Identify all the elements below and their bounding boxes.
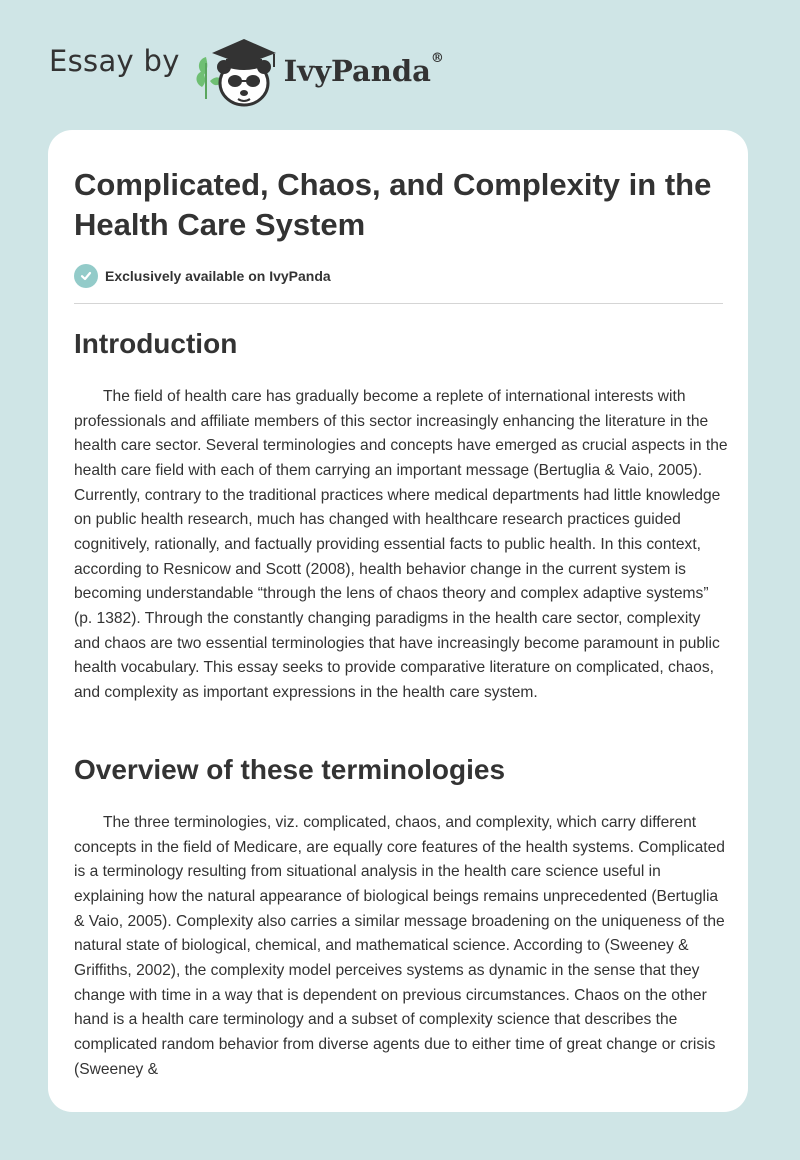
article-title: Complicated, Chaos, and Complexity in the Health Care System <box>74 167 712 242</box>
brand-text: IvyPanda <box>283 54 431 88</box>
exclusive-label: Exclusively available on IvyPanda <box>105 268 331 284</box>
divider <box>74 303 723 304</box>
check-icon <box>74 264 98 288</box>
essay-by-label: Essay by <box>49 44 180 78</box>
exclusive-badge <box>74 264 331 288</box>
paragraph-introduction: The field of health care has gradually become a replete of international interests with professionals and affiliate members of this sector increasingly enhancing the literature in the health care sector. Several terminologies and concepts have emerged as crucial aspects in the health care field with each of them carrying an important message (Bertuglia & Vaio, 2005). Currently, contrary to the traditional practices where medical departments had little knowledge on public health research, much has changed with healthcare research practices guided cognitively, rationally, and factually providing essential facts to public health. In this context, according to Resnicow and Scott (2008), health behavior change in the current system is becoming understandable “through the lens of chaos theory and complex adaptive systems” (p. 1382). Through the constantly changing paradigms in the health care sector, complexity and chaos are two essential terminologies that have increasingly become paramount in public health vocabulary. This essay seeks to provide comparative literature on complicated, chaos, and complexity as important expressions in the health care system. <box>74 388 728 701</box>
section-heading-introduction: Introduction <box>74 328 238 359</box>
article-card <box>48 130 748 1112</box>
panda-logo-icon[interactable] <box>194 29 282 109</box>
paragraph-overview: The three terminologies, viz. complicated, chaos, and complexity, which carry different concepts in the field of Medicare, are equally core features of the health systems. Complicated is a terminology resulting from situational analysis in the health care science useful in explaining how the natural appearance of biological beings remains unprecedented (Bertuglia & Vaio, 2005). Complexity also carries a similar message broadening on the uniqueness of the natural state of biological, chemical, and mathematical science. According to (Sweeney & Griffiths, 2002), the complexity model perceives systems as dynamic in the sense that they change with time in a way that is dependent on previous circumstances. Chaos on the other hand is a health care terminology and a subset of complexity science that describes the complicated random behavior from diverse agents due to either time of great change or crisis (Sweeney & <box>74 814 725 1078</box>
registered-mark: ® <box>430 51 444 66</box>
section-heading-overview: Overview of these terminologies <box>74 754 506 785</box>
site-header <box>49 30 444 110</box>
brand-name[interactable] <box>283 51 444 88</box>
